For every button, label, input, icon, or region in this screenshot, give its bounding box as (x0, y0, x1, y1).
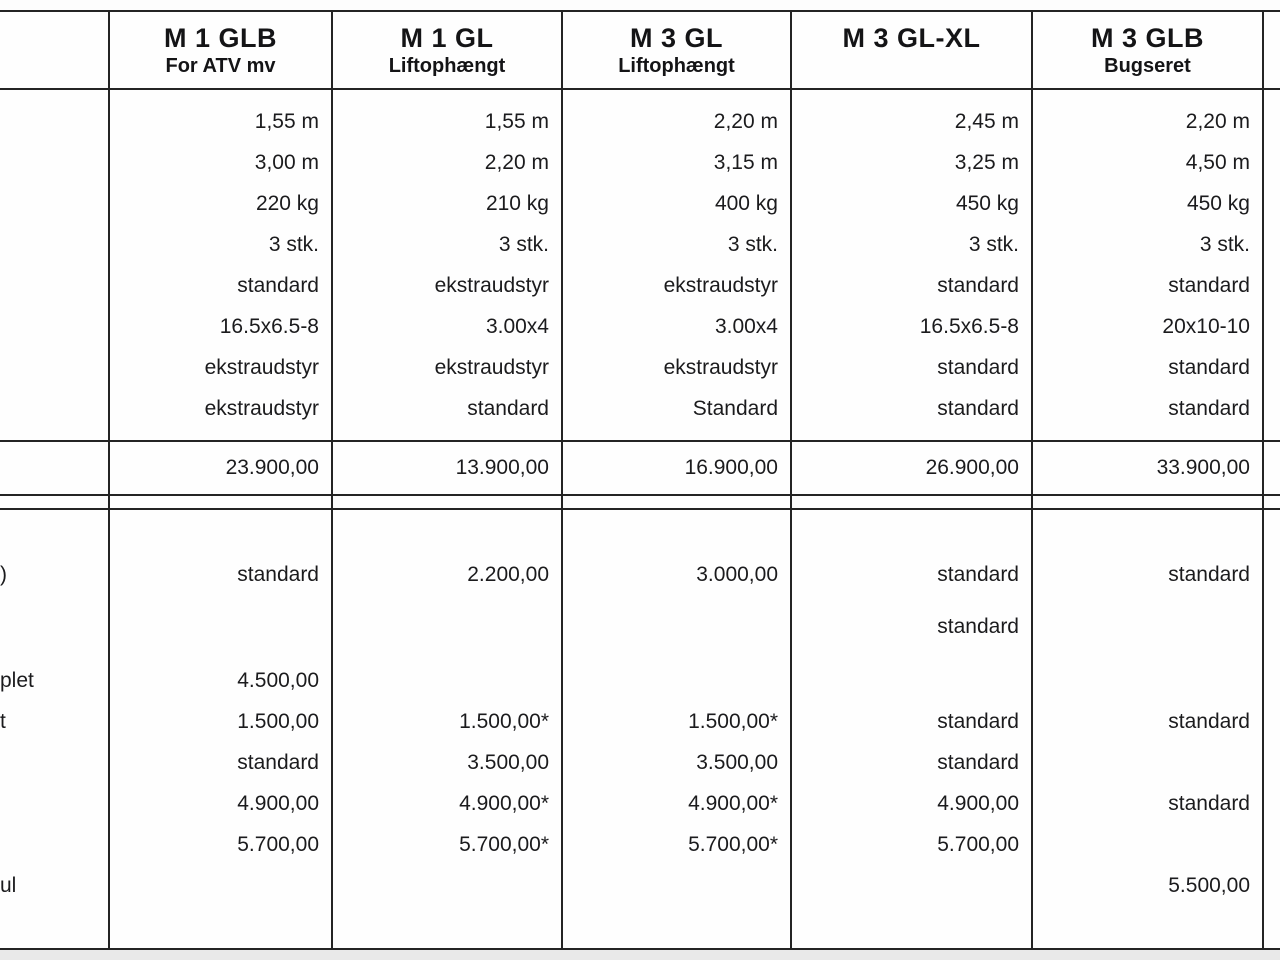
spec-row (0, 224, 1280, 265)
price-cell: 26.900,00 (792, 442, 1033, 494)
row-label-fragment: plet (0, 660, 110, 701)
column-title: M 3 GLB (1090, 23, 1204, 53)
table-cell (1033, 606, 1264, 647)
column-header-m1gl (333, 12, 563, 88)
row-label-fragment (0, 306, 110, 347)
section-divider-row (0, 496, 1280, 510)
table-cell: 1,55 m (333, 101, 563, 142)
spec-row (0, 142, 1280, 183)
table-cell: 3,15 m (563, 142, 792, 183)
table-cell: standard (1033, 701, 1264, 742)
table-cell: 16.5x6.5-8 (110, 306, 333, 347)
table-cell: 3,25 m (792, 142, 1033, 183)
table-cell: standard (792, 347, 1033, 388)
table-cell (1033, 742, 1264, 783)
table-cell: ekstraudstyr (110, 388, 333, 429)
table-cell (333, 660, 563, 701)
table-cell: 220 kg (110, 183, 333, 224)
row-label-fragment (0, 265, 110, 306)
table-cell: ekstraudstyr (563, 265, 792, 306)
table-cell: 4.900,00* (563, 783, 792, 824)
row-label-fragment (0, 742, 110, 783)
table-cell: 1.500,00* (563, 701, 792, 742)
price-cell: 16.900,00 (563, 442, 792, 494)
option-row (0, 660, 1280, 701)
row-label-fragment: ul (0, 865, 110, 906)
table-cell (563, 660, 792, 701)
table-cell: 3 stk. (110, 224, 333, 265)
table-cell: 2,20 m (563, 101, 792, 142)
table-cell (563, 865, 792, 906)
option-row (0, 701, 1280, 742)
column-header-m3glb (1033, 12, 1264, 88)
price-cell: 23.900,00 (110, 442, 333, 494)
table-cell (792, 865, 1033, 906)
right-sliver (1264, 12, 1280, 88)
row-label-fragment (0, 388, 110, 429)
column-subtitle: Bugseret (1104, 55, 1191, 77)
row-label-fragment (0, 101, 110, 142)
table-cell: 5.700,00* (563, 824, 792, 865)
spacer-row (0, 429, 1280, 440)
table-cell: 3.00x4 (563, 306, 792, 347)
table-cell: 1.500,00 (110, 701, 333, 742)
table-cell: 2,20 m (333, 142, 563, 183)
table-cell (1033, 660, 1264, 701)
option-row (0, 606, 1280, 647)
column-title: M 3 GL (629, 23, 723, 53)
header-corner-cell (0, 12, 110, 88)
spacer-row (0, 90, 1280, 101)
table-cell: 1.500,00* (333, 701, 563, 742)
table-cell: standard (110, 742, 333, 783)
row-label-fragment (0, 347, 110, 388)
price-row (0, 440, 1280, 496)
filler-row (0, 906, 1280, 948)
table-cell: Standard (563, 388, 792, 429)
spec-row (0, 101, 1280, 142)
table-cell: 1,55 m (110, 101, 333, 142)
table-cell: 5.500,00 (1033, 865, 1264, 906)
table-cell: 2,45 m (792, 101, 1033, 142)
row-label-fragment: t (0, 701, 110, 742)
table-cell: ekstraudstyr (333, 347, 563, 388)
spec-row (0, 388, 1280, 429)
option-row (0, 824, 1280, 865)
row-label-fragment: ) (0, 554, 110, 595)
table-cell: 400 kg (563, 183, 792, 224)
row-label-fragment (0, 824, 110, 865)
table-cell (110, 606, 333, 647)
table-cell: ekstraudstyr (333, 265, 563, 306)
table-cell: standard (792, 554, 1033, 595)
table-cell: 4.900,00* (333, 783, 563, 824)
table-cell: standard (792, 701, 1033, 742)
table-cell: standard (1033, 347, 1264, 388)
table-cell: 3.500,00 (333, 742, 563, 783)
column-subtitle: For ATV mv (165, 55, 276, 77)
table-cell: standard (1033, 388, 1264, 429)
spacer-row (0, 595, 1280, 606)
table-cell (563, 606, 792, 647)
table-cell: ekstraudstyr (563, 347, 792, 388)
column-title: M 3 GL-XL (842, 23, 981, 53)
table-cell (333, 865, 563, 906)
row-label-fragment (0, 142, 110, 183)
column-header-m3gl (563, 12, 792, 88)
spacer-row (0, 647, 1280, 660)
column-subtitle: Liftophængt (618, 55, 735, 77)
table-cell: standard (792, 388, 1033, 429)
header-row (0, 12, 1280, 90)
row-label-fragment (0, 442, 110, 494)
column-header-m3glxl (792, 12, 1033, 88)
spec-row (0, 183, 1280, 224)
table-cell: 4.900,00 (792, 783, 1033, 824)
table-cell: 4,50 m (1033, 142, 1264, 183)
table-cell (792, 660, 1033, 701)
table-cell (110, 865, 333, 906)
table-cell: 5.700,00 (792, 824, 1033, 865)
table-cell (333, 606, 563, 647)
table-cell: 5.700,00 (110, 824, 333, 865)
option-row (0, 554, 1280, 595)
price-comparison-table (0, 10, 1280, 950)
price-cell: 33.900,00 (1033, 442, 1264, 494)
column-subtitle: Liftophængt (388, 55, 506, 77)
table-cell: 3.500,00 (563, 742, 792, 783)
option-row (0, 783, 1280, 824)
table-cell: 3 stk. (1033, 224, 1264, 265)
table-cell: 210 kg (333, 183, 563, 224)
spec-row (0, 306, 1280, 347)
table-cell: 3 stk. (563, 224, 792, 265)
row-label-fragment (0, 224, 110, 265)
table-cell: 3.000,00 (563, 554, 792, 595)
table-cell: 4.900,00 (110, 783, 333, 824)
table-cell: 2.200,00 (333, 554, 563, 595)
column-title: M 1 GLB (163, 23, 277, 53)
column-title: M 1 GL (400, 23, 494, 53)
table-cell: standard (110, 554, 333, 595)
table-cell: standard (1033, 265, 1264, 306)
table-cell: 450 kg (792, 183, 1033, 224)
spec-row (0, 347, 1280, 388)
option-row (0, 865, 1280, 906)
table-cell: standard (792, 742, 1033, 783)
table-cell: 3 stk. (792, 224, 1033, 265)
table-cell (1033, 824, 1264, 865)
table-cell: standard (1033, 783, 1264, 824)
price-cell: 13.900,00 (333, 442, 563, 494)
spacer-row (0, 510, 1280, 554)
row-label-fragment (0, 183, 110, 224)
row-label-fragment (0, 783, 110, 824)
table-cell: 3.00x4 (333, 306, 563, 347)
page-bottom-strip (0, 950, 1280, 960)
table-cell: 2,20 m (1033, 101, 1264, 142)
table-cell: standard (792, 265, 1033, 306)
table-cell: standard (333, 388, 563, 429)
spec-row (0, 265, 1280, 306)
table-cell: 5.700,00* (333, 824, 563, 865)
table-cell: standard (110, 265, 333, 306)
table-cell: 20x10-10 (1033, 306, 1264, 347)
column-header-m1glb (110, 12, 333, 88)
table-cell: 3 stk. (333, 224, 563, 265)
table-cell: 16.5x6.5-8 (792, 306, 1033, 347)
row-label-fragment (0, 606, 110, 647)
table-cell: ekstraudstyr (110, 347, 333, 388)
table-cell: 3,00 m (110, 142, 333, 183)
table-cell: 450 kg (1033, 183, 1264, 224)
table-cell: standard (1033, 554, 1264, 595)
option-row (0, 742, 1280, 783)
table-cell: 4.500,00 (110, 660, 333, 701)
table-cell: standard (792, 606, 1033, 647)
